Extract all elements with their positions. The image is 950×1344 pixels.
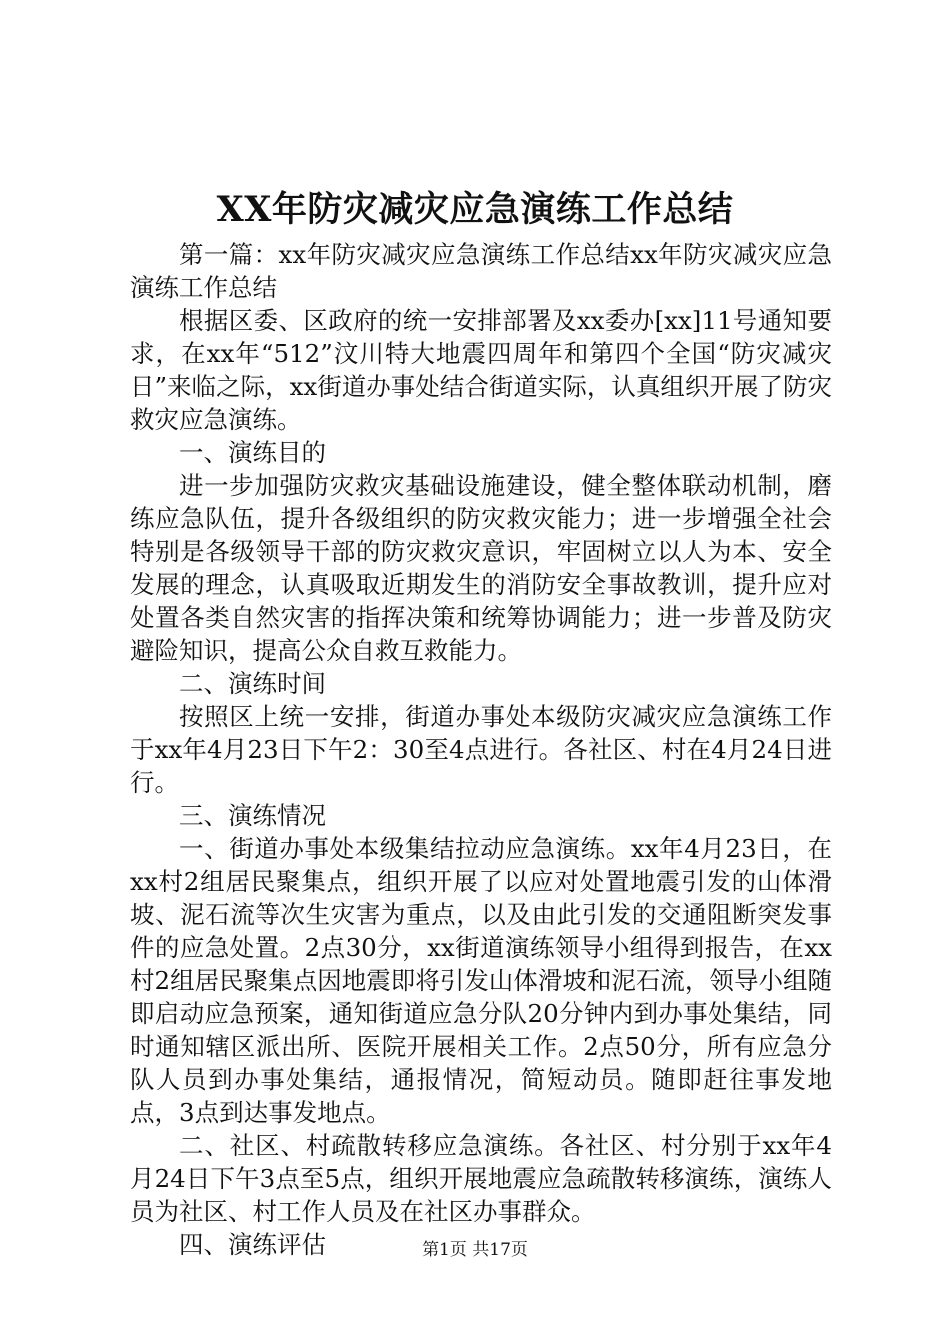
- document-body: [130, 238, 832, 1261]
- paragraph-intro: 第一篇：xx年防灾减灾应急演练工作总结xx年防灾减灾应急演练工作总结: [130, 240, 832, 302]
- section-heading-evaluation: 四、演练评估: [179, 1230, 326, 1259]
- paragraph-time: 按照区上统一安排，街道办事处本级防灾减灾应急演练工作于xx年4月23日下午2：30至4点进行。各社区、村在4月24日进行。: [130, 702, 832, 797]
- document-title: XX年防灾减灾应急演练工作总结: [216, 189, 734, 230]
- paragraph-situation-2: 二、社区、村疏散转移应急演练。各社区、村分别于xx年4月24日下午3点至5点，组织开展地震应急疏散转移演练，演练人员为社区、村工作人员及在社区办事群众。: [130, 1131, 832, 1226]
- page-footer: 第1页 共17页: [422, 1240, 528, 1260]
- paragraph-situation-1: 一、街道办事处本级集结拉动应急演练。xx年4月23日，在xx村2组居民聚集点，组织开展了以应对处置地震引发的山体滑坡、泥石流等次生灾害为重点，以及由此引发的交通阻断突发事件的应急处置。2点30分，xx街道演练领导小组得到报告，在xx村2组居民聚集点因地震即将引发山体滑坡和泥石流，领导小组随即启动应急预案，通知街道应急分队20分钟内到办事处集结，同时通知辖区派出所、医院开展相关工作。2点50分，所有应急分队人员到办事处集结，通报情况，简短动员。随即赶往事发地点，3点到达事发地点。: [130, 834, 832, 1127]
- section-heading-situation: 三、演练情况: [179, 801, 326, 830]
- paragraph-purpose: 进一步加强防灾救灾基础设施建设，健全整体联动机制，磨练应急队伍，提升各级组织的防灾救灾能力；进一步增强全社会特别是各级领导干部的防灾救灾意识，牢固树立以人为本、安全发展的理念，认真吸取近期发生的消防安全事故教训，提升应对处置各类自然灾害的指挥决策和统筹协调能力；进一步普及防灾避险知识，提高公众自救互救能力。: [130, 471, 832, 665]
- section-heading-time: 二、演练时间: [179, 669, 326, 698]
- paragraph-background: 根据区委、区政府的统一安排部署及xx委办[xx]11号通知要求，在xx年“512”汶川特大地震四周年和第四个全国“防灾减灾日”来临之际，xx街道办事处结合街道实际，认真组织开展了防灾救灾应急演练。: [130, 306, 832, 434]
- section-heading-purpose: 一、演练目的: [179, 438, 326, 467]
